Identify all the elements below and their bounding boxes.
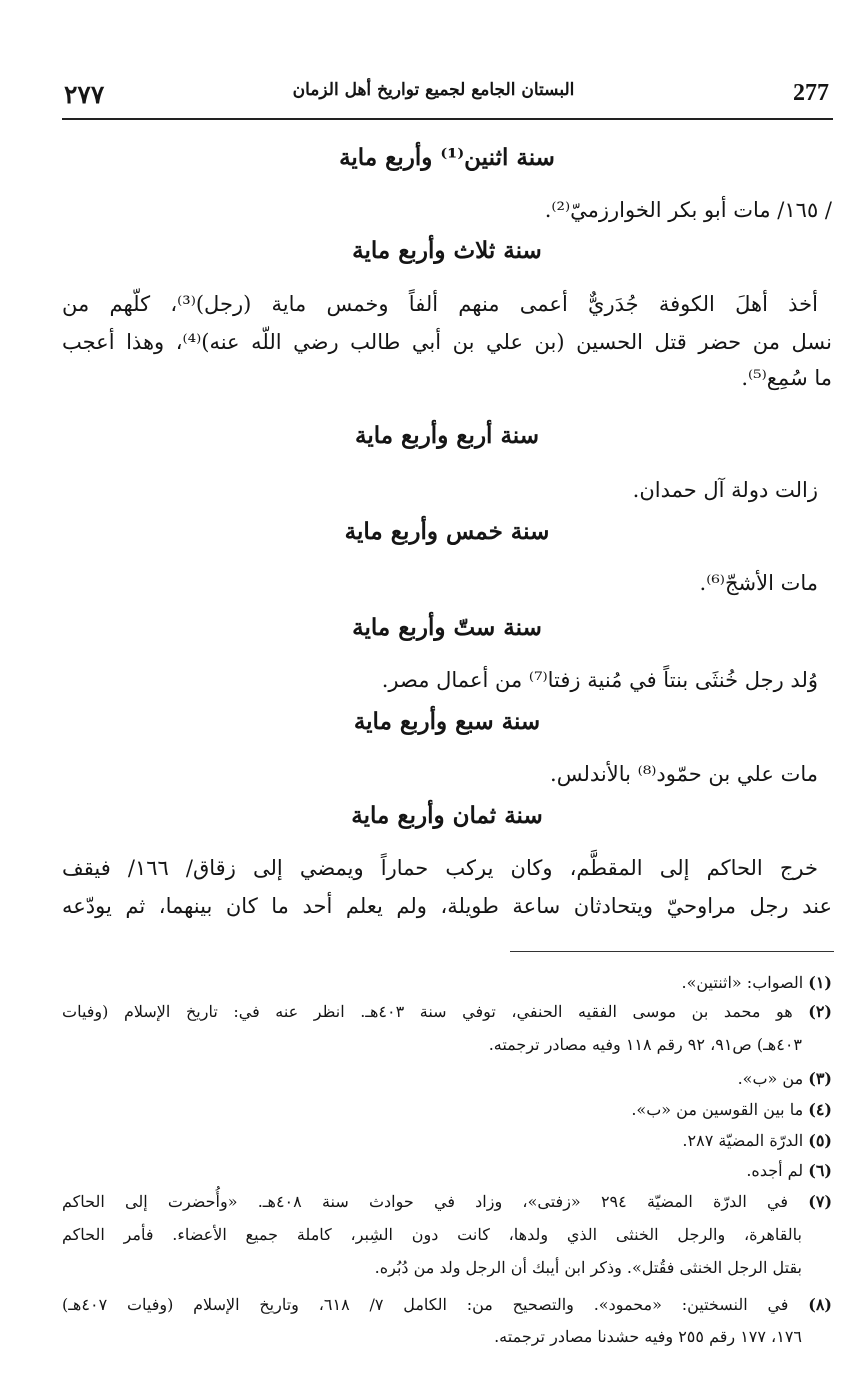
text-line: ما سُمِع⁽⁵⁾.	[741, 366, 832, 390]
year-heading: سنة ثلاث وأربع ماية	[352, 237, 542, 264]
text-line: مات الأشجّ⁽⁶⁾.	[699, 571, 818, 595]
footnote-continuation	[62, 1220, 832, 1249]
footnote	[62, 968, 832, 997]
footnote	[62, 1187, 832, 1216]
year-heading: سنة اثنين⁽¹⁾ وأربع ماية	[339, 144, 555, 171]
footnote-text: الصواب: «اثنتين».	[681, 973, 804, 992]
footnote-number: (٢)	[808, 1002, 832, 1021]
footnote-number: (٥)	[808, 1131, 832, 1150]
footnote-separator	[510, 951, 834, 952]
footnote	[62, 1095, 832, 1124]
footnote-number: (٤)	[808, 1100, 832, 1119]
footnote-number: (٨)	[808, 1295, 832, 1314]
footnote-number: (٦)	[808, 1161, 832, 1180]
footnote-text: بقتل الرجل الخنثى فقُتل». وذكر ابن أيبك أن الرجل ولد من دُبُره.	[374, 1258, 802, 1277]
page-number-arabic: ٢٧٧	[64, 80, 105, 109]
footnote-text: ١٧٦، ١٧٧ رقم ٢٥٥ وفيه حشدنا مصادر ترجمته.	[494, 1327, 802, 1346]
footnote-number: (٣)	[808, 1069, 832, 1088]
footnote-continuation	[62, 1030, 832, 1059]
footnote-text: الدرّة المضيّة ٢٨٧.	[682, 1131, 804, 1150]
text-line: وُلد رجل خُنثَى بنتاً في مُنية زفتا⁽⁷⁾ من أعمال مصر.	[381, 668, 818, 692]
footnote-text: في النسختين: «محمود». والتصحيح من: الكامل ٧/ ٦١٨، وتاريخ الإسلام (وفيات ٤٠٧هـ)	[62, 1295, 789, 1314]
year-heading: سنة أربع وأربع ماية	[354, 422, 539, 449]
footnote-text: ٤٠٣هـ) ص٩١، ٩٢ رقم ١١٨ وفيه مصادر ترجمته.	[488, 1035, 802, 1054]
footnote-number: (١)	[808, 973, 832, 992]
footnote-continuation	[62, 1253, 832, 1282]
footnote-continuation	[62, 1322, 832, 1351]
page-number-latin: 277	[793, 80, 829, 106]
footnote	[62, 1156, 832, 1185]
footnote	[62, 1064, 832, 1093]
footnote-text: بالقاهرة، والرجل الخنثى الذي ولدها، كانت دون الشِبر، كاملة جميع الأعضاء. فأمر الحاكم	[62, 1225, 802, 1244]
footnote-number: (٧)	[808, 1192, 833, 1211]
footnote-text: في الدرّة المضيّة ٢٩٤ «زفتى»، وزاد في حوادث سنة ٤٠٨هـ. «وأُحضرت إلى الحاكم	[62, 1192, 789, 1211]
running-title: البستان الجامع لجميع تواريخ أهل الزمان	[292, 80, 575, 100]
footnote-text: لم أجده.	[746, 1161, 804, 1180]
text-line: مات علي بن حمّود⁽⁸⁾ بالأندلس.	[550, 762, 818, 786]
year-heading: سنة سبع وأربع ماية	[353, 708, 541, 735]
year-heading: سنة خمس وأربع ماية	[344, 518, 550, 545]
year-heading: سنة ثمان وأربع ماية	[351, 802, 543, 829]
footnote	[62, 1126, 832, 1155]
footnote-text: هو محمد بن موسى الفقيه الحنفي، توفي سنة ٤٠٣هـ. انظر عنه في: تاريخ الإسلام (وفيات	[62, 1002, 793, 1021]
text-line: عند رجل مراوحيّ ويتحادثان ساعة طويلة، ولم يعلم أحد ما كان بينهما، ثم يودّعه	[62, 894, 832, 918]
text-line: نسل من حضر قتل الحسين (بن علي بن أبي طالب رضي اللّه عنه)⁽⁴⁾، وهذا أعجب	[62, 330, 832, 354]
footnote	[62, 997, 832, 1026]
footnote-text: من «ب».	[737, 1069, 804, 1088]
text-line: / ١٦٥/ مات أبو بكر الخوارزميّ⁽²⁾.	[544, 198, 832, 222]
year-heading: سنة ستّ وأربع ماية	[352, 614, 542, 641]
text-line: زالت دولة آل حمدان.	[632, 478, 818, 502]
text-line: خرج الحاكم إلى المقطَّم، وكان يركب حماراً ويمضي إلى زقاق/ ١٦٦/ فيقف	[62, 856, 818, 880]
footnote	[62, 1290, 832, 1319]
header-rule	[62, 118, 833, 120]
text-line: أخذ أهلَ الكوفة جُدَريٌّ أعمى منهم ألفاً وخمس ماية (رجل)⁽³⁾، كلّهم من	[62, 292, 818, 316]
footnote-text: ما بين القوسين من «ب».	[631, 1100, 804, 1119]
